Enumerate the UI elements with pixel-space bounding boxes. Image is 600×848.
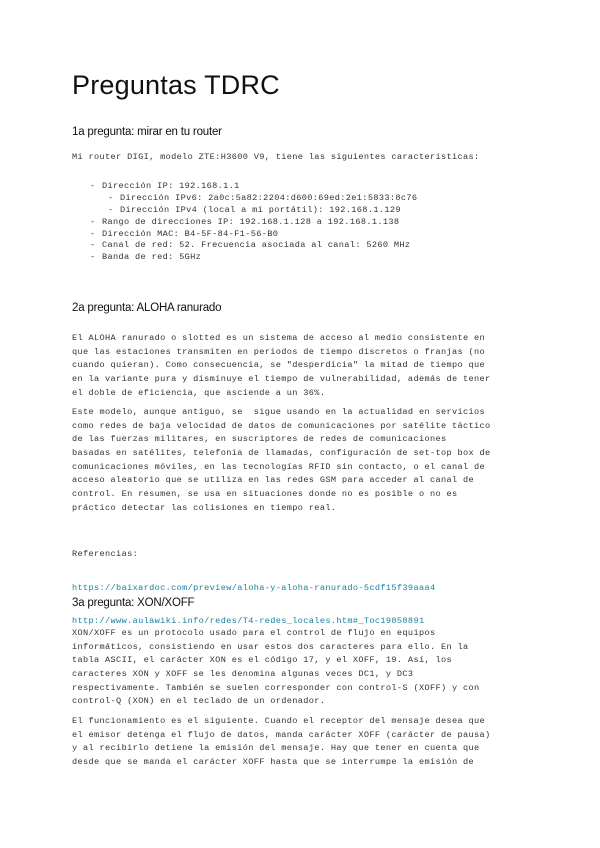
text-line: el doble de eficiencia, que asciende a un 36%. (72, 387, 326, 398)
text-line: cuando quieran). Como consecuencia, se "desperdicia" la mitad de tiempo que (72, 360, 486, 371)
bullet-dash: - (90, 228, 96, 239)
list-item-text: Banda de red: 5GHz (102, 252, 202, 263)
list-item-text: Dirección IPv6: 2a0c:5a82:2204:d600:69ed:2e1:5833:8c76 (120, 192, 418, 203)
text-line: XON/XOFF es un protocolo usado para el control de flujo en equipos (72, 628, 436, 638)
text-line: comunicaciones móviles, en las tecnologías RFID sin contacto, o el canal de (72, 461, 486, 472)
bullet-dash: - (108, 204, 114, 215)
list-item-text: Dirección MAC: B4-5F-84-F1-56-B0 (102, 228, 279, 239)
list-item (90, 252, 417, 264)
text-line: control-Q (XON) en el teclado de un ordenador. (72, 696, 326, 707)
text-line: y al recibirlo detiene la emisión del mensaje. Hay que tener en cuenta que (72, 743, 480, 754)
q3-paragraph-2 (72, 715, 532, 770)
text-line: tabla ASCII, el carácter XON es el código 17, y el XOFF, 19. Así, los (72, 655, 452, 666)
text-line: práctico detectar las colisiones en tiempo real. (72, 502, 337, 513)
list-item-text: Rango de direcciones IP: 192.168.1.128 a 192.168.1.138 (102, 216, 400, 227)
list-item (90, 240, 417, 252)
text-line: que las estaciones transmiten en periodos de tiempo discretos o franjas (no (72, 346, 486, 357)
router-specs-list (90, 181, 417, 264)
list-item-text: Canal de red: 52. Frecuencia asociada al canal: 5260 MHz (102, 240, 411, 251)
list-item (90, 229, 417, 241)
text-line: El ALOHA ranurado o slotted es un sistema de acceso al medio consistente en (72, 333, 486, 343)
q2-paragraph-2 (72, 406, 532, 516)
text-line: en la variante pura y disminuye el tiempo de vulnerabilidad, además de tener (72, 374, 491, 385)
text-line: el emisor detenga el flujo de datos, manda carácter XOFF (carácter de pausa) (72, 729, 491, 740)
bullet-dash: - (90, 240, 96, 251)
q2-heading: 2a pregunta: ALOHA ranurado (72, 302, 222, 314)
bullet-dash: - (90, 216, 96, 227)
text-line: de las fuerzas militares, en suscriptores de redes de comunicaciones (72, 434, 447, 445)
q3-paragraph-1 (72, 627, 532, 709)
text-line: acceso aleatorio que se utiliza en las redes GSM para acceder al canal de (72, 475, 475, 486)
q1-intro: Mi router DIGI, modelo ZTE:H3600 V9, tiene las siguientes características: (72, 152, 480, 162)
text-line: como redes de baja velocidad de datos de comunicaciones por satélite táctico (72, 420, 491, 431)
text-line: basadas en satélites, telefonía de llamadas, configuración de set-top box de (72, 448, 491, 459)
list-item (90, 217, 417, 229)
list-item (90, 205, 417, 217)
q1-heading: 1a pregunta: mirar en tu router (72, 126, 222, 138)
text-line: respectivamente. También se suelen corresponder con control-S (XOFF) y con (72, 682, 480, 693)
bullet-dash: - (90, 252, 96, 263)
list-item-text: Dirección IPv4 (local a mi portátil): 192.168.1.129 (120, 204, 401, 215)
text-line: El funcionamiento es el siguiente. Cuando el receptor del mensaje desea que (72, 716, 486, 726)
list-item-text: Dirección IP: 192.168.1.1 (102, 181, 240, 191)
bullet-dash: - (108, 192, 114, 203)
q3-heading: 3a pregunta: XON/XOFF (72, 597, 195, 609)
text-line: control. En resumen, se usa en situaciones donde no es posible o no es (72, 489, 458, 500)
reference-link-aulawiki[interactable]: http://www.aulawiki.info/redes/T4-redes_locales.htm#_Toc19858891 (72, 616, 425, 627)
text-line: caracteres XON y XOFF se les denomina algunas veces DC1, y DC3 (72, 669, 414, 680)
list-item (90, 181, 417, 193)
q2-paragraph-1 (72, 332, 532, 400)
text-line: informáticos, consistiendo en usar estos dos caracteres para ello. En la (72, 641, 469, 652)
list-item (90, 193, 417, 205)
page-title: Preguntas TDRC (72, 70, 280, 100)
references-label: Referencias: (72, 549, 139, 559)
bullet-dash: - (90, 181, 96, 191)
text-line: desde que se manda el carácter XOFF hasta que se interrumpe la emisión de (72, 757, 475, 768)
reference-link-baixardoc[interactable]: https://baixardoc.com/preview/aloha-y-aloha-ranurado-5cdf15f39aaa4 (72, 582, 436, 593)
text-line: Este modelo, aunque antiguo, se sigue usando en la actualidad en servicios (72, 407, 486, 417)
